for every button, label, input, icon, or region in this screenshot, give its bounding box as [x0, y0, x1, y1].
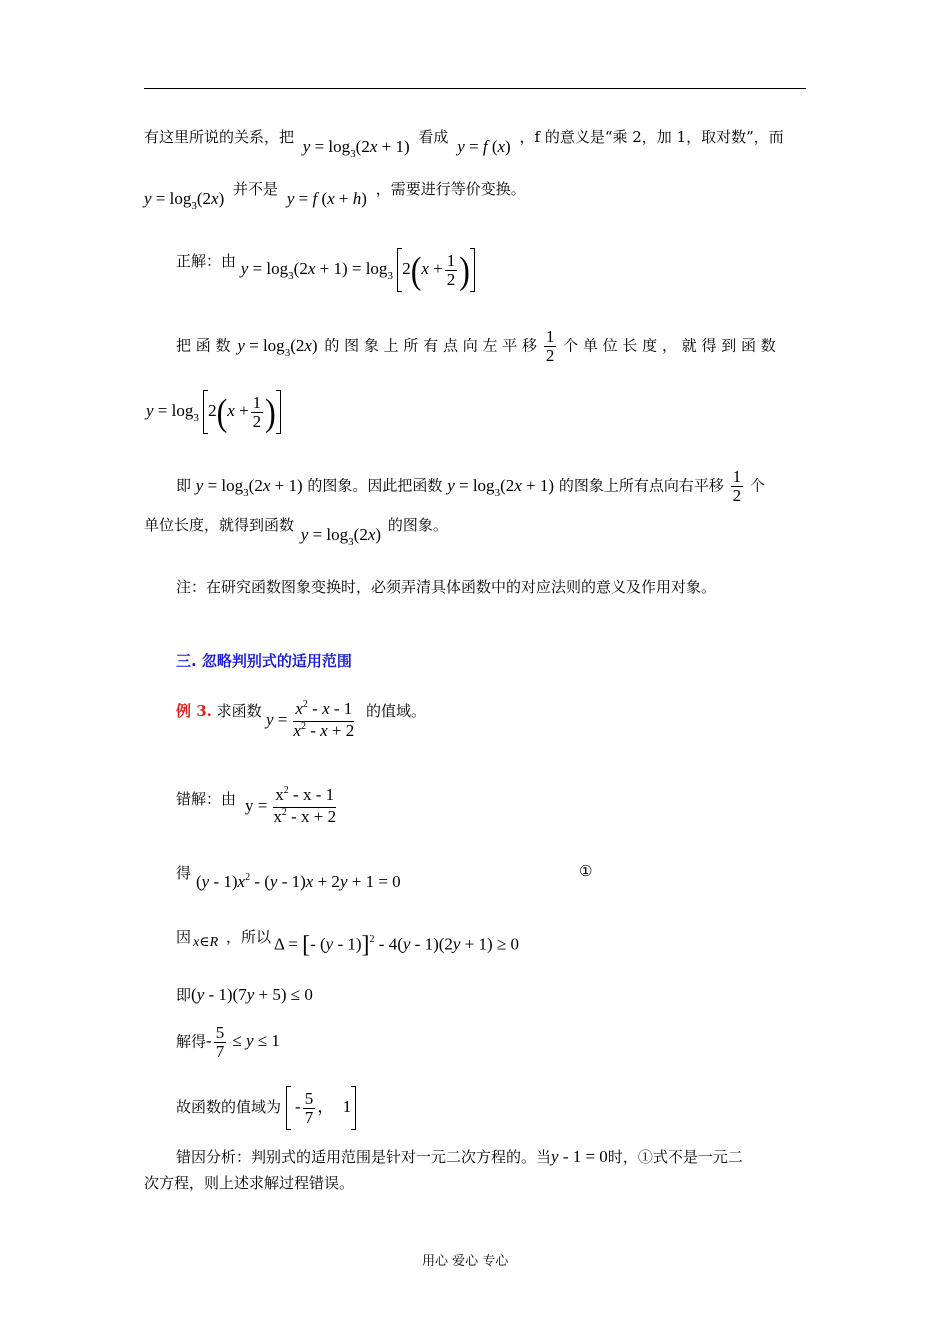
math-y-log3-2x: $y = \log_3(2x)$: [300, 525, 382, 548]
text-fragment: ，f 的意义是“乘 2，加 1，取对数”，而: [519, 128, 784, 146]
note-paragraph: 注：在研究函数图象变换时，必须弄清具体函数中的对应法则的意义及作用对象。: [176, 578, 717, 596]
text-fragment: 的 图 象 上 所 有 点 向 左 平 移: [324, 336, 538, 355]
text-fragment: 看成: [418, 128, 449, 146]
math-fraction-half: $\frac{1}{2}$: [545, 327, 555, 365]
header-rule: [144, 88, 806, 89]
text-fragment: 即: [176, 986, 192, 1004]
correct-line-2: [176, 328, 776, 365]
math-example-3-fraction: y = $\frac{x^2 - x - 1}{x^2 - x + 2}$: [266, 699, 355, 740]
text-fragment: 求函数: [216, 702, 262, 720]
math-y-log3-2-x-plus-half: $y = \log_3 2(x$ + $\frac{1}{2}$ ): [146, 390, 281, 434]
text-fragment: 有这里所说的关系，把: [144, 128, 295, 146]
math-x-in-r: x∈R: [193, 935, 219, 950]
text-fragment: 的图象上所有点向右平移: [558, 476, 724, 495]
text-fragment: 时，①式不是一元二: [607, 1148, 743, 1166]
text-fragment: 错因分析：判别式的适用范围是针对一元二次方程的。当: [176, 1148, 552, 1166]
example-3-suffix: 的值域。: [366, 702, 427, 720]
math-range-interval: - $\frac{5}{7}$ ， 1: [286, 1097, 356, 1116]
text-fragment: 单位长度，就得到函数: [144, 516, 295, 534]
wrong-jiede-line: [176, 1024, 280, 1061]
text-fragment: 故函数的值域为: [176, 1097, 282, 1116]
paragraph-1-line-1: [144, 126, 784, 160]
math-y-log3-2x: $y = \log_3(2x)$: [237, 335, 318, 359]
text-fragment: 即: [176, 476, 192, 495]
text-fragment: 并不是: [233, 180, 279, 198]
correct-solution-line: [176, 248, 475, 292]
example-3-label: 例 3.: [176, 702, 212, 720]
math-inequality: (y - 1)(7y + 5) ≤ 0: [191, 985, 313, 1004]
wrong-solution-label: 错解：由: [176, 790, 237, 808]
text-fragment: 个 单 位 长 度 ， 就 得 到 函 数: [563, 336, 776, 355]
math-range-inequality: - $\frac{5}{7}$ ≤ y ≤ 1: [206, 1023, 280, 1061]
paragraph-1-line-2: [144, 178, 526, 212]
math-y-log3-2x: $y = \log_3(2x)$: [144, 189, 225, 212]
page-footer: 用心 爱心 专心: [422, 1254, 509, 1269]
section-3-heading: 三. 忽略判别式的适用范围: [176, 652, 352, 670]
text-fragment: 解得: [176, 1032, 207, 1051]
wrong-suoyi: ，所以: [226, 928, 272, 946]
text-fragment: ，需要进行等价变换。: [375, 180, 526, 198]
circle-marker-1: ①: [579, 862, 593, 880]
math-equation-1: $(y - 1)x^2 - (y - 1)x + 2y + 1 = 0$: [196, 872, 401, 891]
wrong-gu-line: [176, 1086, 356, 1130]
example-3-line: [176, 700, 262, 721]
math-y-f-x: y = f (x): [457, 137, 511, 156]
math-discriminant: Δ = [- (y - 1)]$^2$ - 4(y - 1)(2y + 1) ≥ 0: [274, 932, 520, 958]
wrong-yin: 因: [176, 928, 192, 946]
text-fragment: 把 函 数: [176, 336, 231, 355]
wrong-de: 得: [176, 864, 192, 882]
text-fragment: 的图象。: [387, 516, 448, 534]
text-fragment: 的图象。因此把函数: [307, 476, 443, 495]
math-y-log3-2x-plus-1: $y = \log_3(2x + 1)$: [447, 475, 555, 499]
correct-solution-label: 正解：由: [176, 251, 237, 270]
analysis-line-2: 次方程，则上述求解过程错误。: [144, 1174, 355, 1192]
wrong-ji-line: [176, 984, 313, 1005]
math-y-f-x-plus-h: y = f (x + h): [286, 189, 367, 208]
math-wrong-fraction: y = $\frac{x^2 - x - 1}{x^2 - x + 2}$: [245, 785, 337, 826]
math-y-log3-2x-plus-1: $y = \log_3(2x + 1)$: [302, 137, 410, 160]
correct-line-4: [144, 514, 448, 548]
analysis-line-1: [176, 1146, 743, 1167]
math-y-minus-1-eq-0: y - 1 = 0: [551, 1147, 608, 1166]
correct-line-3: [176, 468, 765, 505]
math-fraction-half: $\frac{1}{2}$: [732, 467, 742, 505]
math-y-log3-2x-plus-1: $y = \log_3(2x + 1)$: [195, 475, 303, 499]
math-log-equality: $y = \log_3(2x + 1) = \log_3 2(x$ + $\frac{1}{2}$ ): [241, 259, 475, 278]
text-fragment: 个: [749, 476, 765, 495]
